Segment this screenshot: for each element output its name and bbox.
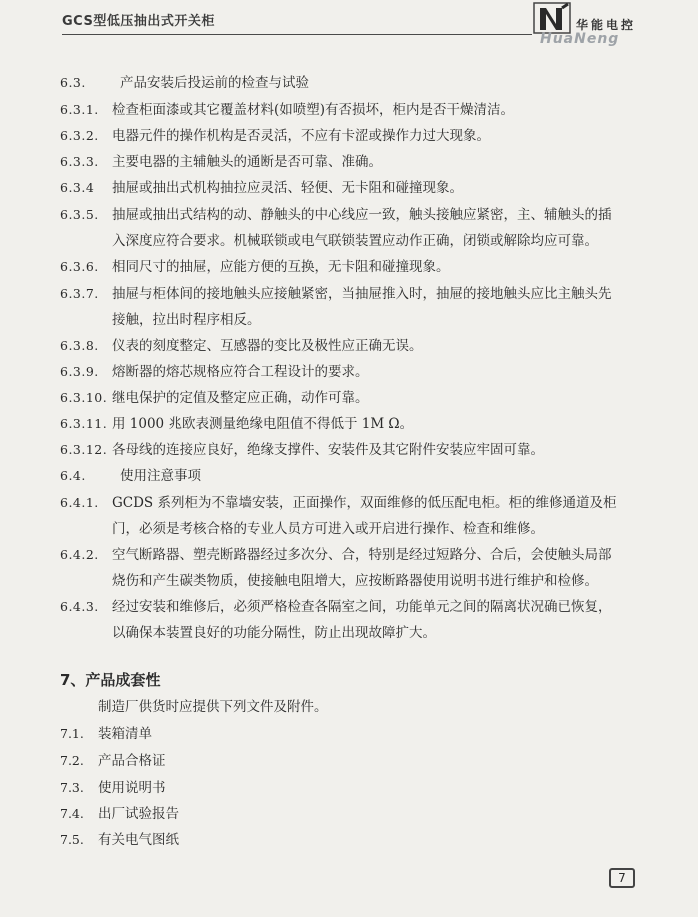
list-item [60,258,660,276]
brand-name-cn: 华能电控 [576,18,637,32]
section-heading [60,467,660,485]
item-number: 6.3.6. [60,259,99,274]
list-item [60,101,660,119]
list-item [60,127,660,145]
item-number: 6.3.10. [60,390,108,405]
chapter-title: 7、产品成套性 [60,671,161,689]
page-number: 7 [609,868,635,888]
list-item [60,831,660,849]
list-item [60,415,660,433]
item-text: 空气断路器、塑壳断路器经过多次分、合，特别是经过短路分、合后，会使触头局部 [112,547,612,563]
list-item [60,779,660,797]
list-item [60,153,660,171]
item-number: 6.4.3. [60,599,99,614]
item-continuation: 接触，拉出时程序相反。 [112,312,261,328]
item-number: 6.3.1. [60,102,99,117]
item-text: 使用说明书 [98,780,166,796]
item-continuation: 以确保本装置良好的功能分隔性，防止出现故障扩大。 [112,625,436,641]
list-item [60,494,660,512]
item-text: 电器元件的操作机构是否灵活，不应有卡涩或操作力过大现象。 [112,128,490,144]
item-continuation: 入深度应符合要求。机械联锁或电气联锁装置应动作正确，闭锁或解除均应可靠。 [112,233,598,249]
section-heading-text: 产品安装后投运前的检查与试验 [120,75,309,91]
list-item [60,725,660,743]
item-number: 7.2. [60,753,84,768]
item-text: 出厂试验报告 [98,806,179,822]
item-text: 相同尺寸的抽屉，应能方便的互换，无卡阻和碰撞现象。 [112,259,450,275]
section-number: 6.3. [60,75,86,90]
list-item [60,206,660,224]
list-item [60,805,660,823]
list-item [60,598,660,616]
item-number: 7.4. [60,806,84,821]
item-number: 6.3.8. [60,338,99,353]
item-text: GCDS 系列柜为不靠墙安装，正面操作，双面维修的低压配电柜。柜的维修通道及柜 [112,495,617,511]
item-text: 各母线的连接应良好，绝缘支撑件、安装件及其它附件安装应牢固可靠。 [112,442,544,458]
item-number: 6.3.2. [60,128,99,143]
item-text: 有关电气图纸 [98,832,179,848]
item-number: 6.3.11. [60,416,108,431]
item-number: 7.5. [60,832,84,847]
item-text: 经过安装和维修后，必须严格检查各隔室之间，功能单元之间的隔离状况确已恢复， [112,599,612,615]
list-item [60,337,660,355]
header-rule [62,34,532,35]
item-number: 7.1. [60,726,84,741]
item-number: 6.3.9. [60,364,99,379]
item-continuation: 门，必须是考核合格的专业人员方可进入或开启进行操作、检查和维修。 [112,521,544,537]
item-text: 检查柜面漆或其它覆盖材料(如喷塑)有否损坏，柜内是否干燥清洁。 [112,102,515,118]
item-number: 6.3.4 [60,180,95,195]
item-text: 抽屉与柜体间的接地触头应接触紧密，当抽屉推入时，抽屉的接地触头应比主触头先 [112,286,612,302]
list-item [60,441,660,459]
item-text: 熔断器的熔芯规格应符合工程设计的要求。 [112,364,369,380]
item-text: 继电保护的定值及整定应正确，动作可靠。 [112,390,369,406]
item-number: 6.3.7. [60,286,99,301]
list-item [60,363,660,381]
item-text: 仪表的刻度整定、互感器的变比及极性应正确无误。 [112,338,423,354]
document-title: GCS型低压抽出式开关柜 [62,14,215,29]
item-number: 6.4.2. [60,547,99,562]
section-number: 6.4. [60,468,86,483]
list-item [60,389,660,407]
list-item [60,285,660,303]
huaneng-logo-icon [532,2,572,34]
item-number: 6.3.12. [60,442,108,457]
item-text: 用 1000 兆欧表测量绝缘电阻值不得低于 1M Ω。 [112,416,414,432]
item-continuation: 烧伤和产生碳类物质，使接触电阻增大，应按断路器使用说明书进行维护和检修。 [112,573,598,589]
item-text: 抽屉或抽出式结构的动、静触头的中心线应一致，触头接触应紧密，主、辅触头的插 [112,207,612,223]
list-item [60,546,660,564]
item-number: 6.3.3. [60,154,99,169]
item-text: 产品合格证 [98,753,166,769]
item-text: 主要电器的主辅触头的通断是否可靠、准确。 [112,154,382,170]
section-heading [60,74,660,92]
list-item [60,179,660,197]
item-text: 装箱清单 [98,726,152,742]
brand-name-en: HuaNeng [540,31,620,47]
list-item [60,752,660,770]
item-number: 6.3.5. [60,207,99,222]
item-number: 7.3. [60,780,84,795]
section-heading-text: 使用注意事项 [120,468,201,484]
chapter-intro: 制造厂供货时应提供下列文件及附件。 [98,699,328,715]
item-number: 6.4.1. [60,495,99,510]
item-text: 抽屉或抽出式机构抽拉应灵活、轻便、无卡阻和碰撞现象。 [112,180,463,196]
